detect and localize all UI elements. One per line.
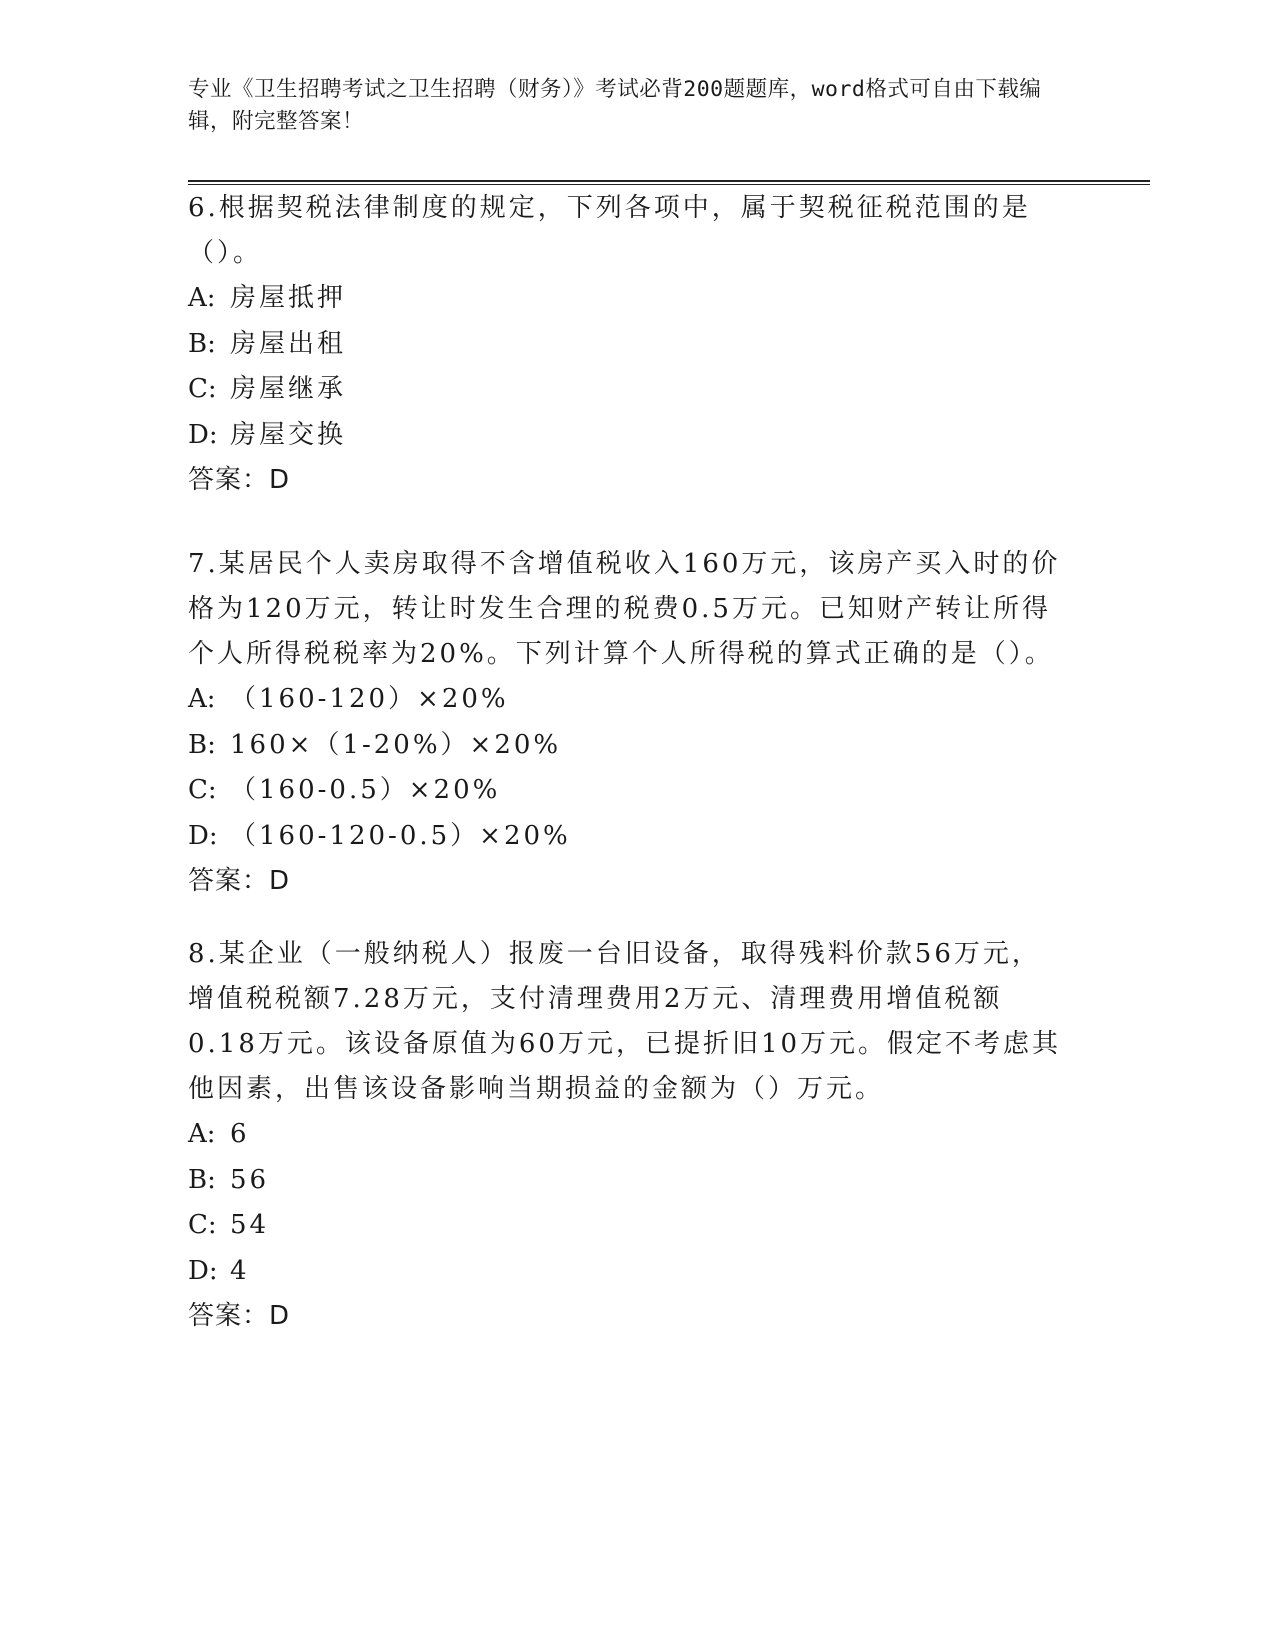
- question-stem: 7.某居民个人卖房取得不含增值税收入160万元，该房产买入时的价格为120万元，转让时发生合理的税费0.5万元。已知财产转让所得个人所得税税率为20%。下列计算个人所得税的算式正确的是（）。: [188, 549, 1061, 669]
- option-d: [188, 413, 1068, 459]
- option-letter: A:: [188, 1119, 216, 1149]
- question-8: [188, 932, 1068, 1339]
- option-text: 房屋交换: [230, 419, 347, 450]
- option-b: [188, 1158, 1068, 1204]
- question-6: [188, 186, 1068, 503]
- question-stem: 6.根据契税法律制度的规定，下列各项中，属于契税征税范围的是（）。: [188, 193, 1031, 268]
- option-text: 4: [230, 1255, 250, 1286]
- option-d: [188, 814, 1068, 860]
- option-text: 160×（1-20%）×20%: [230, 729, 562, 760]
- option-c: [188, 768, 1068, 814]
- option-text: 房屋继承: [230, 374, 347, 404]
- option-text: （160-120）×20%: [230, 684, 509, 714]
- option-text: 6: [230, 1119, 250, 1149]
- option-a: [188, 677, 1068, 723]
- option-letter: A:: [188, 684, 216, 714]
- option-letter: C:: [188, 374, 217, 404]
- option-letter: C:: [188, 775, 217, 805]
- question-stem: 8.某企业（一般纳税人）报废一台旧设备，取得残料价款56万元，增值税税额7.28万元，支付清理费用2万元、清理费用增值税额0.18万元。该设备原值为60万元，已提折旧10万元。假定不考虑其他因素，出售该设备影响当期损益的金额为（）万元。: [188, 939, 1062, 1104]
- option-letter: B:: [188, 1164, 216, 1195]
- option-letter: D:: [188, 1255, 218, 1286]
- option-letter: B:: [188, 729, 216, 760]
- option-c: [188, 1203, 1068, 1249]
- option-d: [188, 1249, 1068, 1295]
- option-letter: B:: [188, 328, 216, 359]
- header-divider: [188, 180, 1150, 185]
- option-a: [188, 1112, 1068, 1158]
- answer-label: 答案：D: [188, 1301, 291, 1331]
- option-text: （160-120-0.5）×20%: [230, 820, 571, 851]
- question-7: [188, 542, 1068, 904]
- answer-label: 答案：D: [188, 465, 291, 495]
- option-a: [188, 276, 1068, 322]
- answer-label: 答案：D: [188, 866, 291, 896]
- option-text: 房屋抵押: [230, 283, 347, 313]
- option-letter: D:: [188, 419, 218, 450]
- option-letter: C:: [188, 1210, 217, 1240]
- option-text: （160-0.5）×20%: [230, 775, 501, 805]
- option-text: 56: [230, 1164, 270, 1195]
- option-text: 54: [230, 1210, 270, 1240]
- option-letter: A:: [188, 283, 216, 313]
- option-letter: D:: [188, 820, 218, 851]
- document-header: 专业《卫生招聘考试之卫生招聘（财务）》考试必背200题题库，word格式可自由下载编辑，附完整答案！: [188, 77, 1042, 134]
- option-b: [188, 322, 1068, 368]
- option-text: 房屋出租: [230, 328, 347, 359]
- option-b: [188, 723, 1068, 769]
- option-c: [188, 367, 1068, 413]
